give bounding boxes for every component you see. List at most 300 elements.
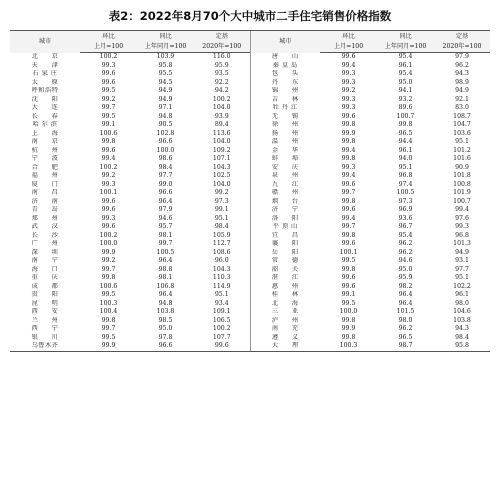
- city-name: 福 州: [31, 172, 59, 179]
- value-yoy: 95.8: [158, 61, 173, 69]
- city-name: 烟 台: [250, 198, 320, 207]
- value-yoy: 98.6: [158, 155, 173, 162]
- value-yoy: 99.8: [398, 121, 413, 128]
- value-fixed: 97.7: [455, 265, 469, 273]
- table-row: [10, 300, 490, 309]
- value-yoy: 98.2: [398, 282, 413, 290]
- table-row: [10, 189, 490, 198]
- table-row: [10, 325, 490, 334]
- value-mom: 99.6: [341, 112, 356, 120]
- value-mom: 99.1: [341, 291, 356, 298]
- value-yoy: 94.6: [158, 214, 173, 222]
- city-name: 泸 州: [250, 317, 320, 326]
- city-name: 乌鲁木齐: [10, 342, 80, 351]
- value-fixed: 101.8: [453, 172, 471, 179]
- value-mom: 100.0: [339, 308, 358, 315]
- value-mom: 99.7: [341, 223, 356, 230]
- value-yoy: 94.8: [158, 299, 173, 307]
- city-name: 北 海: [250, 300, 320, 309]
- value-yoy: 95.1: [398, 163, 413, 171]
- value-fixed: 102.2: [453, 282, 471, 290]
- value-yoy: 97.9: [158, 206, 173, 213]
- value-fixed: 101.2: [453, 146, 471, 154]
- city-name: 包 头: [250, 70, 320, 79]
- value-fixed: 92.1: [455, 95, 469, 103]
- value-fixed: 103.6: [453, 129, 471, 137]
- table-row: [10, 87, 490, 96]
- city-name: 长 沙: [31, 231, 59, 239]
- value-yoy: 94.4: [398, 138, 413, 145]
- city-name: 宜 昌: [250, 232, 320, 241]
- header-yoy: 同比: [137, 31, 194, 43]
- value-mom: 99.2: [101, 95, 116, 103]
- table-row: [10, 121, 490, 130]
- value-yoy: 95.4: [398, 231, 413, 239]
- value-yoy: 98.4: [158, 163, 173, 171]
- table-row: [10, 223, 490, 232]
- value-yoy: 94.8: [158, 112, 173, 120]
- city-name: 平 顶 山: [250, 223, 320, 232]
- value-yoy: 96.4: [158, 291, 173, 298]
- value-fixed: 113.6: [212, 129, 231, 137]
- table-row: [10, 70, 490, 79]
- table-row: [10, 172, 490, 181]
- value-yoy: 96.4: [158, 257, 173, 264]
- value-mom: 99.9: [80, 342, 137, 351]
- city-name: 赣 州: [250, 189, 320, 198]
- value-yoy: 96.6: [158, 189, 173, 196]
- value-mom: 100.2: [99, 231, 118, 239]
- value-mom: 99.3: [341, 163, 356, 171]
- value-fixed: 101.3: [453, 240, 471, 247]
- value-fixed: 107.7: [212, 333, 231, 341]
- city-name: 常 德: [250, 257, 320, 266]
- city-name: 兰 州: [31, 316, 59, 324]
- value-mom: 99.1: [101, 121, 116, 128]
- value-fixed: 100.2: [212, 95, 231, 103]
- value-yoy: 96.9: [398, 206, 413, 213]
- city-name: 秦 皇 岛: [250, 62, 320, 71]
- city-name: 泉 州: [250, 172, 320, 181]
- value-fixed: 94.9: [455, 248, 469, 256]
- value-fixed: 96.2: [455, 61, 469, 69]
- city-name: 扬 州: [250, 130, 320, 139]
- value-yoy: 94.9: [158, 87, 173, 94]
- city-name: 惠 州: [250, 283, 320, 292]
- value-fixed: 102.5: [212, 172, 231, 179]
- value-mom: 99.8: [101, 274, 116, 281]
- table-row: [10, 240, 490, 249]
- value-fixed: 93.9: [214, 112, 229, 120]
- value-fixed: 90.9: [455, 163, 469, 171]
- city-name: 成 都: [31, 282, 59, 290]
- value-fixed: 109.2: [212, 146, 231, 154]
- value-fixed: 104.7: [453, 121, 471, 128]
- value-fixed: 83.0: [455, 104, 469, 111]
- value-mom: 99.7: [101, 104, 116, 111]
- value-yoy: 89.6: [398, 104, 413, 111]
- value-yoy: 98.1: [158, 231, 173, 239]
- value-yoy: 98.1: [158, 274, 173, 281]
- value-fixed: 93.4: [214, 299, 229, 307]
- value-fixed: 99.4: [455, 206, 469, 213]
- value-yoy: 96.1: [398, 61, 413, 69]
- header-fixed-base: 2020年=100: [434, 42, 490, 53]
- value-fixed: 96.1: [455, 291, 469, 298]
- value-fixed: 98.0: [455, 299, 469, 307]
- value-mom: 99.8: [101, 138, 116, 145]
- table-row: [10, 334, 490, 343]
- city-name: 武 汉: [31, 223, 59, 230]
- city-name: 襄 阳: [250, 240, 320, 249]
- table-row: [10, 104, 490, 113]
- city-name: 青 岛: [31, 206, 59, 213]
- value-mom: 99.5: [341, 257, 356, 264]
- value-yoy: 97.1: [158, 104, 173, 111]
- city-name: 贵 阳: [31, 291, 59, 298]
- value-mom: 99.9: [101, 248, 116, 256]
- city-name: 蚌 埠: [250, 155, 320, 164]
- value-yoy: 95.0: [398, 78, 413, 86]
- value-yoy: 95.7: [158, 223, 173, 230]
- city-name: 遵 义: [250, 334, 320, 343]
- city-name: 杭 州: [31, 146, 59, 154]
- city-name: 石 家 庄: [32, 70, 58, 77]
- value-yoy: 100.5: [156, 248, 175, 256]
- value-fixed: 92.2: [214, 78, 229, 86]
- value-fixed: 95.1: [455, 274, 469, 281]
- value-yoy: 96.5: [398, 333, 413, 341]
- header-mom-base: 上月=100: [320, 42, 377, 53]
- value-mom: 99.3: [341, 70, 356, 77]
- table-row: [10, 113, 490, 122]
- city-name: 湛 江: [250, 274, 320, 283]
- value-fixed: 107.1: [212, 155, 231, 162]
- city-name: 哈 尔 滨: [32, 121, 58, 128]
- value-mom: 99.6: [101, 146, 116, 154]
- value-mom: 99.6: [101, 206, 116, 213]
- value-fixed: 93.5: [214, 70, 229, 77]
- value-mom: 100.6: [99, 129, 118, 137]
- value-yoy: 93.6: [398, 214, 413, 222]
- city-name: 无 锡: [250, 113, 320, 122]
- city-name: 大 理: [250, 342, 320, 351]
- value-yoy: 94.9: [158, 95, 173, 103]
- value-mom: 99.4: [341, 214, 356, 222]
- value-yoy: 96.4: [158, 197, 173, 205]
- value-mom: 99.4: [341, 146, 356, 154]
- city-name: 海 口: [31, 265, 59, 273]
- table-row: [10, 147, 490, 156]
- value-fixed: 98.4: [455, 333, 469, 341]
- value-mom: 99.3: [101, 214, 116, 222]
- value-fixed: 101.9: [453, 189, 471, 196]
- value-mom: 100.2: [99, 163, 118, 171]
- city-name: 丹 东: [250, 79, 320, 88]
- table-row: [10, 206, 490, 215]
- header-mom: 环比: [320, 31, 377, 43]
- table-row: [10, 249, 490, 258]
- city-name: 银 川: [31, 333, 59, 341]
- header-mom: 环比: [80, 31, 137, 43]
- value-mom: 99.4: [101, 155, 116, 162]
- value-yoy: 96.4: [398, 291, 413, 298]
- table-row: [10, 274, 490, 283]
- value-yoy: 97.8: [158, 333, 173, 341]
- value-mom: 99.8: [341, 138, 356, 145]
- value-fixed: 93.1: [455, 257, 469, 264]
- value-fixed: 94.3: [455, 70, 469, 77]
- city-name: 岳 阳: [250, 249, 320, 258]
- value-yoy: 95.0: [398, 265, 413, 273]
- city-name: 深 圳: [31, 248, 59, 256]
- header-fixed: 定基: [194, 31, 250, 43]
- header-city: 城市: [250, 31, 320, 53]
- value-yoy: 96.2: [398, 240, 413, 247]
- value-yoy: 97.3: [398, 197, 413, 205]
- value-yoy: 95.9: [398, 274, 413, 281]
- value-yoy: 96.7: [398, 223, 413, 230]
- city-name: 韶 关: [250, 266, 320, 275]
- value-mom: 99.6: [341, 240, 356, 247]
- value-mom: 99.3: [341, 104, 356, 111]
- value-mom: 99.6: [341, 53, 356, 60]
- city-name: 广 州: [31, 240, 59, 247]
- value-yoy: 98.7: [377, 342, 434, 351]
- value-mom: 99.8: [341, 333, 356, 341]
- city-name: 郑 州: [31, 214, 59, 222]
- value-yoy: 97.4: [398, 180, 413, 188]
- value-mom: 99.6: [341, 206, 356, 213]
- city-name: 桂 林: [250, 291, 320, 300]
- value-mom: 99.5: [101, 333, 116, 341]
- value-mom: 99.4: [341, 61, 356, 69]
- table-row: [10, 266, 490, 275]
- city-name: 安 庆: [250, 164, 320, 173]
- table-row: [10, 164, 490, 173]
- city-name: 牡 丹 江: [250, 104, 320, 113]
- value-mom: 99.6: [101, 197, 116, 205]
- value-fixed: 109.1: [212, 308, 231, 315]
- city-name: 洛 阳: [250, 215, 320, 224]
- value-fixed: 101.6: [453, 155, 471, 162]
- value-fixed: 95.1: [214, 214, 229, 222]
- city-name: 西 宁: [31, 325, 59, 332]
- value-yoy: 100.0: [156, 146, 175, 154]
- city-name: 金 华: [250, 147, 320, 156]
- city-name: 昆 明: [31, 299, 59, 307]
- value-mom: 99.6: [341, 274, 356, 281]
- value-fixed: 97.9: [455, 53, 469, 60]
- value-mom: 99.8: [341, 316, 356, 324]
- header-yoy: 同比: [377, 31, 434, 43]
- table-row: [10, 62, 490, 71]
- value-yoy: 94.1: [398, 87, 413, 94]
- value-fixed: 95.9: [214, 61, 229, 69]
- value-yoy: 94.5: [158, 78, 173, 86]
- value-yoy: 96.6: [137, 342, 194, 351]
- price-index-table: [10, 30, 490, 352]
- value-mom: 99.8: [341, 231, 356, 239]
- value-yoy: 96.4: [398, 299, 413, 307]
- city-name: 济 宁: [250, 206, 320, 215]
- table-row: [10, 53, 490, 62]
- value-mom: 99.7: [341, 189, 356, 196]
- value-fixed: 95.1: [455, 138, 469, 145]
- header-fixed-base: 2020年=100: [194, 42, 250, 53]
- city-name: 太 原: [31, 78, 59, 86]
- city-name: 唐 山: [250, 53, 320, 62]
- value-yoy: 95.4: [398, 53, 413, 60]
- table-row: [10, 155, 490, 164]
- value-mom: 99.5: [101, 112, 116, 120]
- value-yoy: 96.1: [398, 146, 413, 154]
- value-mom: 99.6: [341, 282, 356, 290]
- value-fixed: 100.7: [453, 197, 471, 205]
- city-name: 上 海: [31, 129, 59, 137]
- value-fixed: 108.7: [453, 112, 471, 120]
- city-name: 合 肥: [31, 163, 59, 171]
- city-name: 三 亚: [250, 308, 320, 317]
- value-yoy: 103.8: [156, 308, 175, 315]
- value-yoy: 96.2: [398, 325, 413, 332]
- value-yoy: 96.2: [398, 248, 413, 256]
- value-fixed: 100.8: [453, 180, 471, 188]
- value-mom: 99.3: [341, 78, 356, 86]
- value-yoy: 96.6: [158, 138, 173, 145]
- value-mom: 99.6: [101, 78, 116, 86]
- value-yoy: 103.9: [156, 53, 175, 60]
- city-name: 南 宁: [31, 257, 59, 264]
- value-yoy: 100.7: [396, 112, 415, 120]
- value-yoy: 98.0: [398, 316, 413, 324]
- value-fixed: 99.2: [214, 189, 229, 196]
- table-row: [10, 232, 490, 241]
- value-mom: 100.1: [339, 248, 358, 256]
- value-yoy: 102.8: [156, 129, 175, 137]
- header-fixed: 定基: [434, 31, 490, 43]
- city-name: 南 昌: [31, 189, 59, 196]
- city-name: 南 京: [31, 138, 59, 145]
- city-name: 宁 波: [31, 155, 59, 162]
- value-mom: 99.6: [101, 70, 116, 77]
- table-header: [10, 31, 490, 53]
- city-name: 徐 州: [250, 121, 320, 130]
- value-mom: 99.5: [341, 299, 356, 307]
- city-name: 重 庆: [31, 274, 59, 281]
- value-fixed: 89.4: [214, 121, 229, 128]
- value-mom: 99.9: [341, 325, 356, 332]
- table-row: [10, 130, 490, 139]
- city-name: 长 春: [31, 112, 59, 120]
- value-fixed: 105.9: [212, 231, 231, 239]
- value-mom: 99.2: [101, 172, 116, 179]
- city-name: 厦 门: [31, 180, 59, 188]
- value-yoy: 90.5: [158, 121, 173, 128]
- value-fixed: 98.9: [455, 78, 469, 86]
- value-mom: 99.5: [101, 87, 116, 94]
- value-fixed: 94.3: [455, 325, 469, 332]
- value-mom: 99.7: [101, 325, 116, 332]
- value-mom: 99.6: [341, 180, 356, 188]
- table-row: [10, 257, 490, 266]
- value-fixed: 104.3: [212, 163, 231, 171]
- value-mom: 99.2: [341, 87, 356, 94]
- value-yoy: 98.5: [158, 316, 173, 324]
- header-city: 城市: [10, 31, 80, 53]
- value-fixed: 103.8: [453, 316, 471, 324]
- value-mom: 99.8: [341, 265, 356, 273]
- value-fixed: 95.1: [214, 291, 229, 298]
- value-fixed: 97.3: [214, 197, 229, 205]
- value-fixed: 95.8: [434, 342, 490, 351]
- value-mom: 100.0: [99, 240, 118, 247]
- value-fixed: 94.9: [455, 87, 469, 94]
- table-row: [10, 283, 490, 292]
- value-fixed: 106.5: [212, 316, 231, 324]
- value-fixed: 108.6: [212, 248, 231, 256]
- table-body: [10, 53, 490, 352]
- value-yoy: 94.6: [398, 257, 413, 264]
- city-name: 锦 州: [250, 87, 320, 96]
- table-row: [10, 79, 490, 88]
- value-fixed: 116.0: [212, 53, 231, 60]
- value-fixed: 112.7: [212, 240, 231, 247]
- value-mom: 100.4: [99, 308, 118, 315]
- value-mom: 99.4: [341, 172, 356, 179]
- city-name: 南 充: [250, 325, 320, 334]
- value-mom: 100.3: [99, 299, 118, 307]
- table-row: [10, 181, 490, 190]
- value-mom: 99.9: [341, 129, 356, 137]
- header-mom-base: 上月=100: [80, 42, 137, 53]
- value-yoy: 106.8: [156, 282, 175, 290]
- value-yoy: 99.0: [158, 180, 173, 188]
- value-yoy: 99.7: [158, 240, 173, 247]
- value-mom: 99.8: [341, 197, 356, 205]
- value-mom: 99.3: [101, 180, 116, 188]
- value-mom: 99.3: [101, 61, 116, 69]
- value-fixed: 104.3: [212, 265, 231, 273]
- page-title: 表2：2022年8月70个大中城市二手住宅销售价格指数: [108, 9, 392, 23]
- value-mom: 100.1: [99, 189, 118, 196]
- value-mom: 99.3: [341, 95, 356, 103]
- table-row: [10, 308, 490, 317]
- value-fixed: 98.4: [214, 223, 229, 230]
- value-fixed: 96.0: [214, 257, 229, 264]
- table-row: [10, 342, 490, 351]
- table-row: [10, 96, 490, 105]
- city-name: 大 连: [31, 104, 59, 111]
- value-fixed: 99.1: [214, 206, 229, 213]
- value-yoy: 95.0: [158, 325, 173, 332]
- value-mom: 99.8: [341, 121, 356, 128]
- value-yoy: 93.2: [398, 95, 413, 103]
- header-yoy-base: 上年同月=100: [137, 42, 194, 53]
- table-row: [10, 215, 490, 224]
- value-mom: 99.5: [101, 291, 116, 298]
- city-name: 济 南: [31, 197, 59, 205]
- value-mom: 99.2: [101, 257, 116, 264]
- value-yoy: 95.4: [398, 70, 413, 77]
- value-fixed: 104.0: [212, 138, 231, 145]
- value-mom: 100.6: [99, 282, 118, 290]
- value-yoy: 95.5: [158, 70, 173, 77]
- value-fixed: 97.6: [455, 214, 469, 222]
- value-fixed: 99.3: [455, 223, 469, 230]
- value-yoy: 97.7: [158, 172, 173, 179]
- city-name: 西 安: [31, 308, 59, 315]
